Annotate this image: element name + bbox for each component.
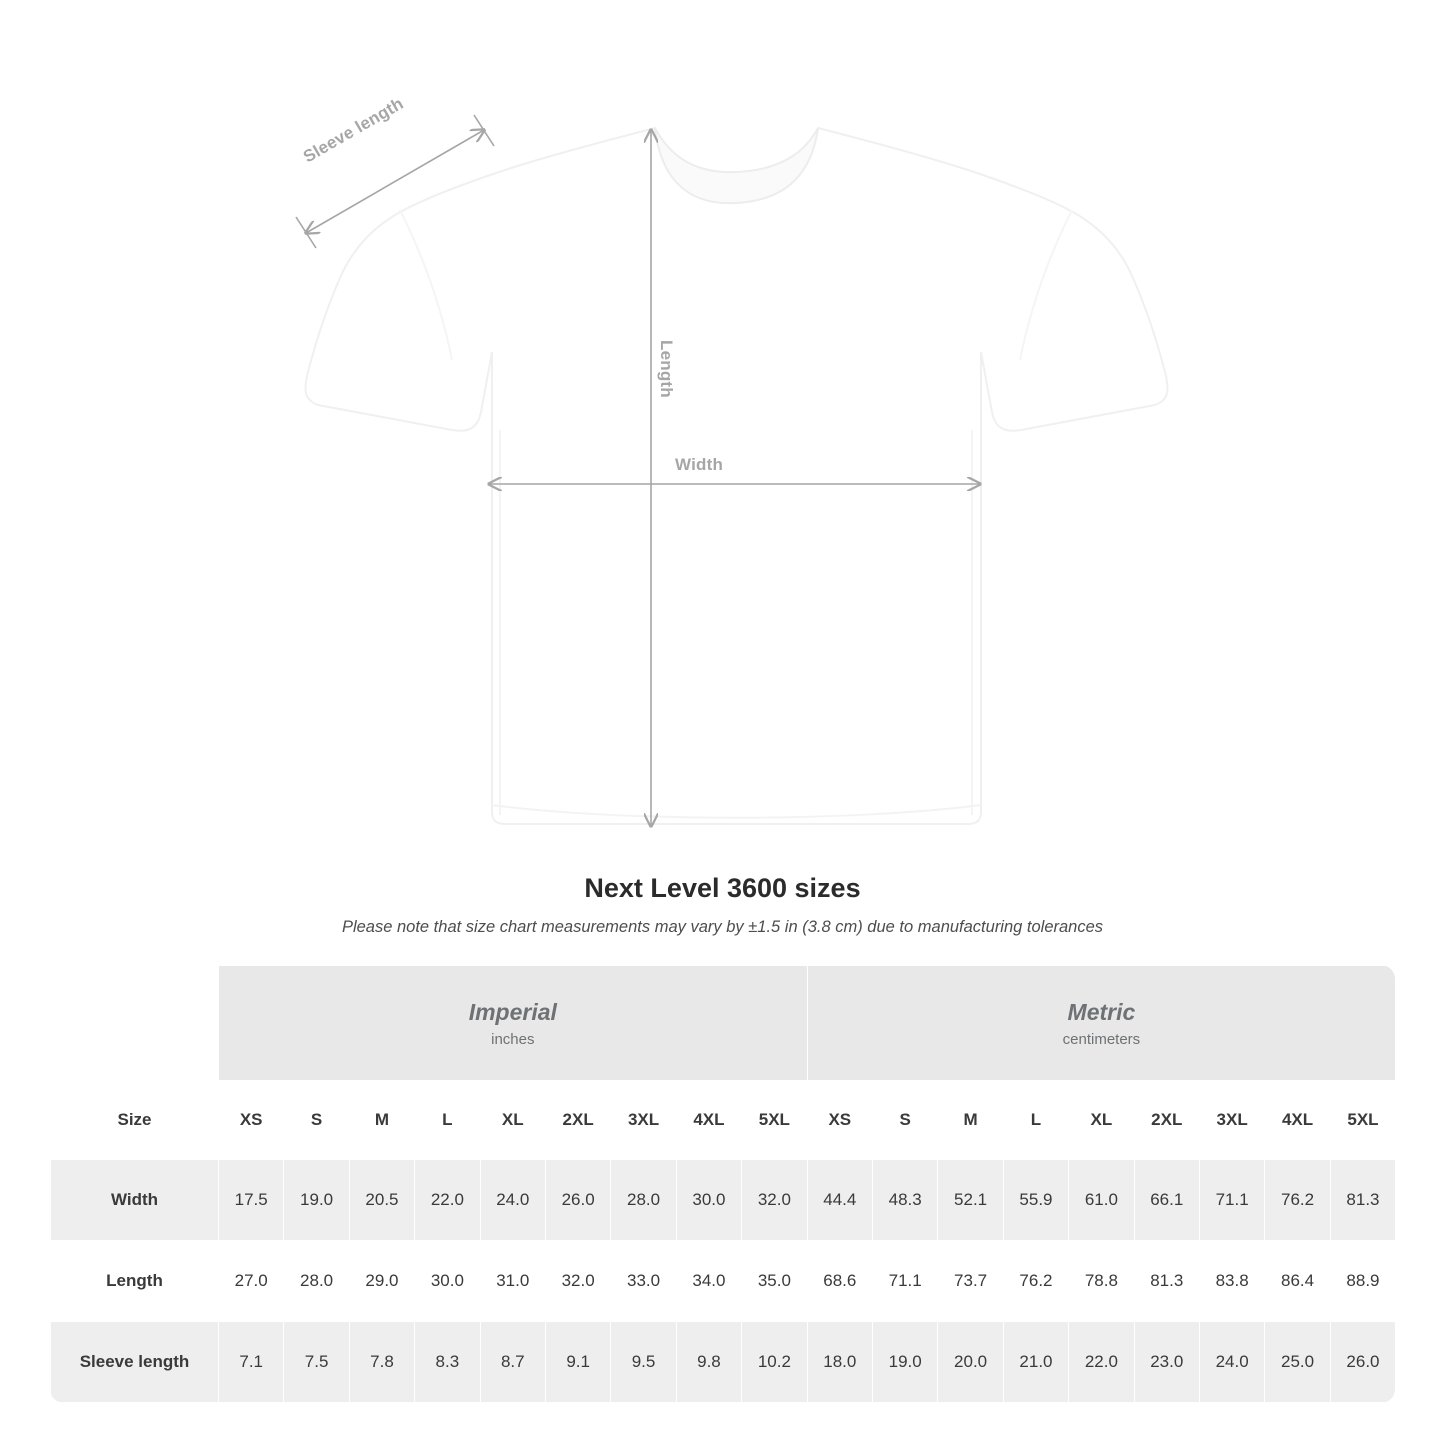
cell-width-metric-s: 48.3 xyxy=(873,1160,938,1241)
cell-length-imperial-2xl: 32.0 xyxy=(545,1241,610,1322)
cell-sleeve-imperial-s: 7.5 xyxy=(284,1322,349,1403)
size-table xyxy=(50,965,1395,1403)
table-row xyxy=(51,1160,1396,1241)
header-size-imperial-m: M xyxy=(349,1081,414,1160)
cell-sleeve-imperial-l: 8.3 xyxy=(415,1322,480,1403)
cell-sleeve-metric-xl: 22.0 xyxy=(1069,1322,1134,1403)
cell-width-metric-4xl: 76.2 xyxy=(1265,1160,1330,1241)
header-size-imperial-l: L xyxy=(415,1081,480,1160)
header-size-metric-2xl: 2XL xyxy=(1134,1081,1199,1160)
cell-sleeve-metric-s: 19.0 xyxy=(873,1322,938,1403)
system-header-metric xyxy=(807,966,1395,1081)
header-size-label: Size xyxy=(51,1081,219,1160)
cell-width-imperial-3xl: 28.0 xyxy=(611,1160,676,1241)
header-size-imperial-5xl: 5XL xyxy=(742,1081,807,1160)
length-label: Length xyxy=(657,340,676,398)
cell-length-imperial-5xl: 35.0 xyxy=(742,1241,807,1322)
cell-length-metric-s: 71.1 xyxy=(873,1241,938,1322)
header-size-imperial-4xl: 4XL xyxy=(676,1081,741,1160)
cell-sleeve-imperial-xs: 7.1 xyxy=(219,1322,284,1403)
header-size-metric-xs: XS xyxy=(807,1081,872,1160)
cell-width-imperial-5xl: 32.0 xyxy=(742,1160,807,1241)
header-size-imperial-xs: XS xyxy=(219,1081,284,1160)
cell-length-metric-3xl: 83.8 xyxy=(1199,1241,1264,1322)
cell-length-metric-m: 73.7 xyxy=(938,1241,1003,1322)
cell-width-metric-5xl: 81.3 xyxy=(1330,1160,1395,1241)
tshirt-shape xyxy=(305,128,1167,824)
cell-length-imperial-3xl: 33.0 xyxy=(611,1241,676,1322)
header-size-imperial-3xl: 3XL xyxy=(611,1081,676,1160)
cell-length-metric-xl: 78.8 xyxy=(1069,1241,1134,1322)
table-row xyxy=(51,1322,1396,1403)
row-label-length: Length xyxy=(51,1241,219,1322)
header-size-metric-m: M xyxy=(938,1081,1003,1160)
cell-width-imperial-s: 19.0 xyxy=(284,1160,349,1241)
header-size-imperial-2xl: 2XL xyxy=(545,1081,610,1160)
cell-width-metric-2xl: 66.1 xyxy=(1134,1160,1199,1241)
cell-sleeve-metric-4xl: 25.0 xyxy=(1265,1322,1330,1403)
table-corner xyxy=(51,966,219,1081)
cell-width-imperial-xs: 17.5 xyxy=(219,1160,284,1241)
header-size-metric-s: S xyxy=(873,1081,938,1160)
cell-length-metric-xs: 68.6 xyxy=(807,1241,872,1322)
system-name-imperial: Imperial xyxy=(468,999,557,1026)
system-unit-imperial: inches xyxy=(491,1030,535,1048)
header-size-metric-3xl: 3XL xyxy=(1199,1081,1264,1160)
header-size-metric-5xl: 5XL xyxy=(1330,1081,1395,1160)
system-header-imperial xyxy=(219,966,808,1081)
cell-length-imperial-s: 28.0 xyxy=(284,1241,349,1322)
cell-width-metric-xl: 61.0 xyxy=(1069,1160,1134,1241)
row-label-width: Width xyxy=(51,1160,219,1241)
cell-sleeve-metric-m: 20.0 xyxy=(938,1322,1003,1403)
cell-width-metric-3xl: 71.1 xyxy=(1199,1160,1264,1241)
cell-sleeve-metric-5xl: 26.0 xyxy=(1330,1322,1395,1403)
size-header-row xyxy=(51,1081,1396,1160)
sleeve-length-label: Sleeve length xyxy=(300,93,407,167)
system-header-row xyxy=(51,966,1396,1081)
header-size-metric-xl: XL xyxy=(1069,1081,1134,1160)
cell-length-imperial-m: 29.0 xyxy=(349,1241,414,1322)
cell-sleeve-metric-2xl: 23.0 xyxy=(1134,1322,1199,1403)
cell-sleeve-imperial-2xl: 9.1 xyxy=(545,1322,610,1403)
system-unit-metric: centimeters xyxy=(1062,1030,1141,1048)
cell-length-imperial-l: 30.0 xyxy=(415,1241,480,1322)
page-title: Next Level 3600 sizes xyxy=(584,873,861,903)
cell-sleeve-metric-l: 21.0 xyxy=(1003,1322,1068,1403)
title-block xyxy=(0,873,1445,937)
system-name-metric: Metric xyxy=(1067,999,1136,1026)
header-size-metric-l: L xyxy=(1003,1081,1068,1160)
width-label: Width xyxy=(675,455,724,474)
cell-sleeve-imperial-4xl: 9.8 xyxy=(676,1322,741,1403)
cell-width-metric-l: 55.9 xyxy=(1003,1160,1068,1241)
cell-width-imperial-m: 20.5 xyxy=(349,1160,414,1241)
cell-length-imperial-xs: 27.0 xyxy=(219,1241,284,1322)
size-table-wrapper xyxy=(50,965,1395,1403)
cell-length-metric-5xl: 88.9 xyxy=(1330,1241,1395,1322)
cell-width-imperial-4xl: 30.0 xyxy=(676,1160,741,1241)
cell-sleeve-imperial-3xl: 9.5 xyxy=(611,1322,676,1403)
cell-width-metric-m: 52.1 xyxy=(938,1160,1003,1241)
cell-sleeve-metric-3xl: 24.0 xyxy=(1199,1322,1264,1403)
header-size-imperial-xl: XL xyxy=(480,1081,545,1160)
cell-length-metric-2xl: 81.3 xyxy=(1134,1241,1199,1322)
tolerance-note: Please note that size chart measurements may vary by ±1.5 in (3.8 cm) due to manufacturing tolerances xyxy=(341,918,1104,936)
header-size-imperial-s: S xyxy=(284,1081,349,1160)
cell-sleeve-imperial-5xl: 10.2 xyxy=(742,1322,807,1403)
header-size-metric-4xl: 4XL xyxy=(1265,1081,1330,1160)
cell-sleeve-imperial-xl: 8.7 xyxy=(480,1322,545,1403)
cell-sleeve-metric-xs: 18.0 xyxy=(807,1322,872,1403)
cell-length-metric-4xl: 86.4 xyxy=(1265,1241,1330,1322)
cell-length-imperial-4xl: 34.0 xyxy=(676,1241,741,1322)
cell-width-imperial-xl: 24.0 xyxy=(480,1160,545,1241)
cell-length-metric-l: 76.2 xyxy=(1003,1241,1068,1322)
cell-length-imperial-xl: 31.0 xyxy=(480,1241,545,1322)
table-row xyxy=(51,1241,1396,1322)
cell-width-metric-xs: 44.4 xyxy=(807,1160,872,1241)
row-label-sleeve-length: Sleeve length xyxy=(51,1322,219,1403)
cell-sleeve-imperial-m: 7.8 xyxy=(349,1322,414,1403)
cell-width-imperial-2xl: 26.0 xyxy=(545,1160,610,1241)
cell-width-imperial-l: 22.0 xyxy=(415,1160,480,1241)
